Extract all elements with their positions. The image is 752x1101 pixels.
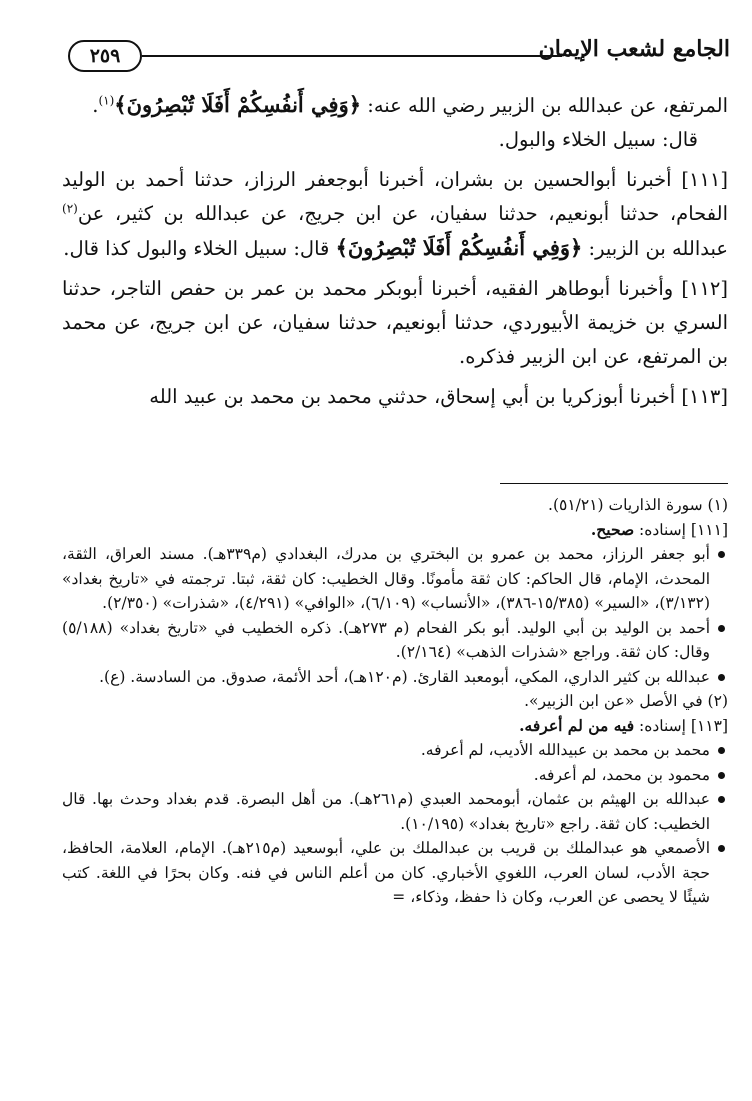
narrator-note: أبو جعفر الرزاز، محمد بن عمرو بن البختري بن مدرك، البغدادي (م٣٣٩هـ). مسند العراق، الثقة، المحدث، الإمام، قال الحاكم: كان ثقة مأمونًا. وقال الخطيب: كان ثقة، ثبتا. ترجمته في «تاريخ بغداد» (٣/١٣٢)، «السير» (١٥/٣٨٥-٣٨٦)، «الأنساب» (٦/١٠٩)، «الوافي» (٤/٢٩١)، «شذرات» (٢/٣٥٠). [62, 542, 728, 616]
narrator-note: أحمد بن الوليد بن أبي الوليد. أبو بكر الفحام (م ٢٧٣هـ). ذكره الخطيب في «تاريخ بغداد» (٥/١٨٨) وقال: كان ثقة. وراجع «شذرات الذهب» (٢/١٦٤). [62, 616, 728, 665]
narrator-note: محمد بن محمد بن عبيدالله الأديب، لم أعرفه. [62, 738, 728, 763]
hadith-113: [١١٣] أخبرنا أبوزكريا بن أبي إسحاق، حدثني محمد بن محمد بن عبيد الله [149, 385, 728, 408]
note-111-verdict: صحيح. [590, 519, 635, 539]
p3-c: قال: سبيل الخلاء والبول كذا قال. [63, 237, 336, 260]
quran-verse: ﴿وَفِي أَنفُسِكُمْ أَفَلَا تُبْصِرُونَ﴾ [114, 92, 362, 117]
p1-text: المرتفع، عن عبدالله بن الزبير رضي الله عنه: [361, 94, 728, 117]
footnotes [62, 493, 728, 910]
narrator-note: محمود بن محمد، لم أعرفه. [62, 763, 728, 788]
paragraph-2: قال: سبيل الخلاء والبول. [498, 128, 698, 151]
note-113-number: [١١٣] إسناده: [634, 716, 728, 735]
narrator-note: عبدالله بن كثير الداري، المكي، أبومعبد القارئ. (م١٢٠هـ)، أحد الأئمة، صدوق. من السادسة. (ع). [62, 665, 728, 690]
hadith-111 [62, 163, 728, 266]
footnote-ref-1: (١) [98, 93, 115, 108]
running-title: الجامع لشعب الإيمان [538, 36, 730, 62]
note-113-heading [62, 714, 728, 739]
quran-verse: ﴿وَفِي أَنفُسِكُمْ أَفَلَا تُبْصِرُونَ﴾ [335, 235, 583, 260]
p1-end: . [92, 94, 99, 117]
note-113-verdict: فيه من لم أعرفه. [519, 715, 635, 735]
page-number: ٢٥٩ [68, 40, 142, 72]
p3-b: عبدالله بن الزبير: [582, 237, 728, 260]
note-111-number: [١١١] إسناده: [634, 520, 728, 539]
narrator-note: عبدالله بن الهيثم بن عثمان، أبومحمد العبدي (م٢٦١هـ). من أهل البصرة. قدم بغداد وحدث بها. قال الخطيب: كان ثقة. راجع «تاريخ بغداد» (١٠/١٩٥). [62, 787, 728, 836]
paragraph-1 [62, 88, 728, 123]
footnote-2: (٢) في الأصل «عن ابن الزبير». [524, 692, 728, 710]
header-rule [142, 55, 562, 57]
footnote-1: (١) سورة الذاريات (٥١/٢١). [548, 496, 728, 514]
note-111-heading [62, 518, 728, 543]
hadith-112: [١١٢] وأخبرنا أبوطاهر الفقيه، أخبرنا أبوبكر محمد بن عمر بن حفص التاجر، حدثنا السري بن خزيمة الأبيوردي، حدثنا أبونعيم، حدثنا سفيان، عن ابن جريج، عن محمد بن المرتفع، عن ابن الزبير فذكره. [62, 277, 728, 368]
page-header [58, 28, 730, 78]
footnote-ref-2: (٢) [62, 201, 78, 216]
main-text [62, 88, 728, 414]
narrator-note: الأصمعي هو عبدالملك بن قريب بن عبدالملك بن علي، أبوسعيد (م٢١٥هـ). الإمام، العلامة، الحافظ، حجة الأدب، لسان العرب، اللغوي الأخباري. كان من أعلم الناس في فنه. وكان بحرًا في اللغة. كتب شيئًا لا يحصى عن العرب، وكان ذا حفظ، وذكاء، = [62, 836, 728, 910]
p3-a: [١١١] أخبرنا أبوالحسين بن بشران، أخبرنا أبوجعفر الرزاز، حدثنا أحمد بن الوليد الفحام، حدثنا أبونعيم، حدثنا سفيان، عن ابن جريج، عن عبدالله بن كثير، عن [62, 168, 728, 225]
footnote-separator [500, 483, 728, 484]
